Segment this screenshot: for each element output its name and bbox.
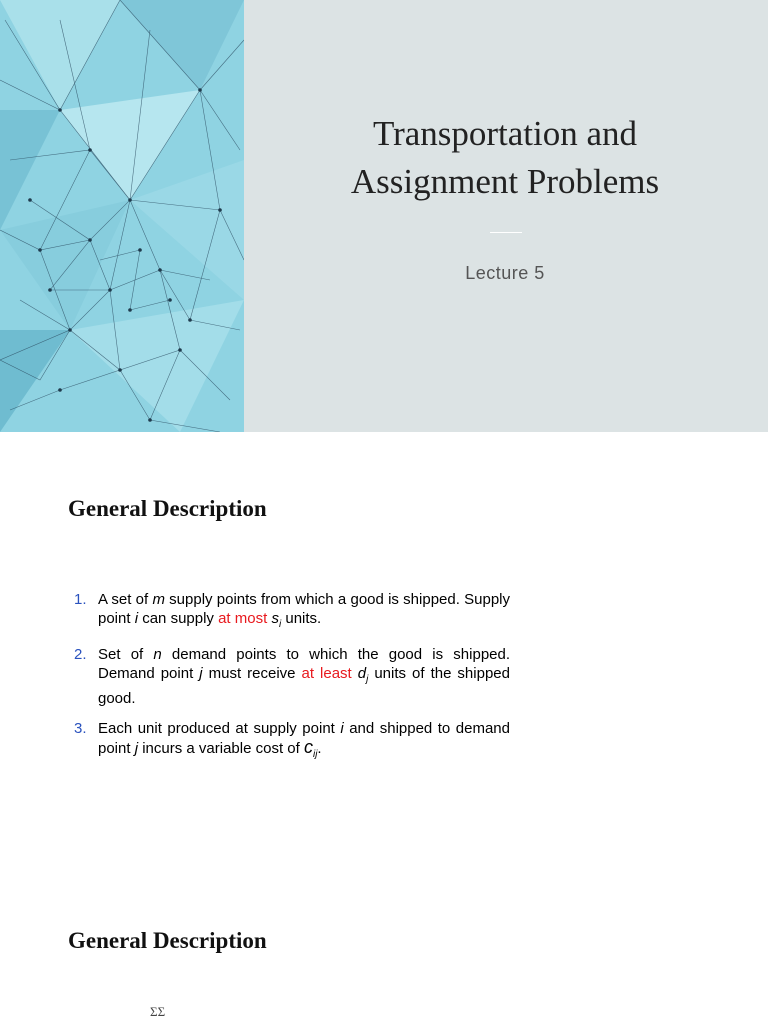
item-text: Set of n demand points to which the good is shipped. Demand point j must receive at least $d_j$ units of the shipped good. (98, 646, 511, 707)
description-slide-continued (0, 864, 768, 1024)
polygon-network-graphic (0, 0, 244, 432)
slide-heading: General Description (68, 928, 267, 953)
list-item (74, 719, 510, 764)
item-number: 2. (74, 646, 87, 663)
title-slide (0, 0, 768, 432)
item-number: 3. (74, 720, 87, 737)
item-number: 1. (74, 591, 87, 608)
title-line-1: Transportation and (372, 114, 638, 153)
presentation-title (300, 110, 710, 206)
description-slide (0, 432, 768, 864)
summation-formula-fragment (150, 1004, 165, 1020)
title-line-2: Assignment Problems (350, 162, 660, 201)
item-text: A set of m supply points from which a good is shipped. Supply point i can supply at most $s_i$ units. (98, 591, 510, 630)
title-divider (490, 232, 522, 233)
list-item (74, 645, 510, 708)
description-list (74, 590, 510, 775)
list-item (74, 590, 510, 634)
slide-heading: General Description (68, 496, 267, 521)
lecture-subtitle: Lecture 5 (465, 263, 545, 283)
sigma-glyph: ΣΣ (150, 1004, 166, 1019)
highlight-at-most: at most (218, 610, 268, 627)
highlight-at-least: at least (301, 665, 352, 682)
network-background-art (0, 0, 244, 432)
item-text: Each unit produced at supply point i and shipped to demand point j incurs a variable cost of $c_{ij}$. (98, 720, 510, 760)
